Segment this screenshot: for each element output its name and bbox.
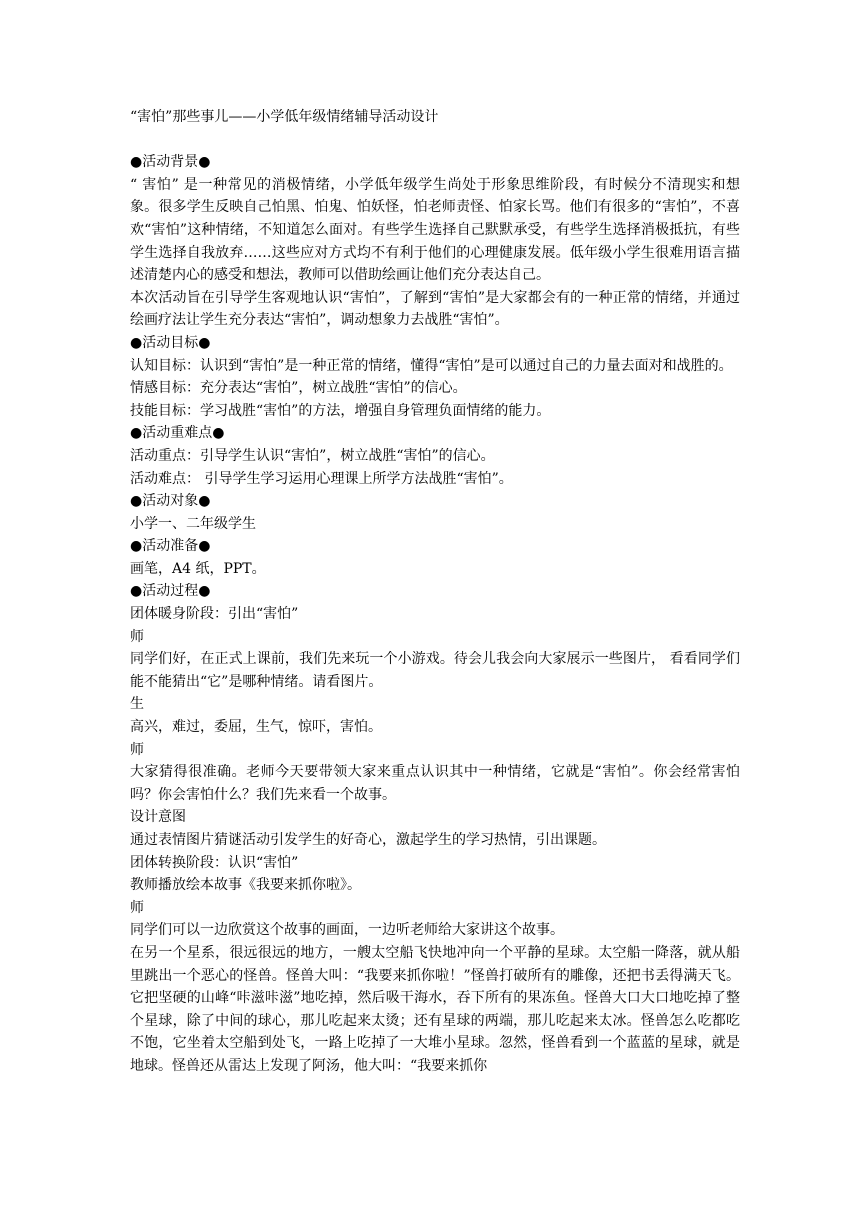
paragraph: 教师播放绘本故事《我要来抓你啦》。	[130, 877, 361, 894]
paragraph: 设计意图	[130, 809, 186, 826]
paragraph: 高兴，难过，委屈，生气，惊吓，害怕。	[130, 719, 382, 736]
paragraph: 师	[130, 741, 144, 758]
paragraph: 画笔，A4 纸，PPT。	[130, 560, 266, 577]
paragraph: 在另一个星系，很远很远的地方，一艘太空船飞快地冲向一个平静的星球。太空船一降落，就从船里跳出一个恶心的怪兽。怪兽大叫：“我要来抓你啦！”怪兽打破所有的雕像，还把书丢得满天飞。它把坚硬的山峰“咔滋咔滋”地吃掉，然后吸干海水，吞下所有的果冻鱼。怪兽大口大口地吃掉了整个星球，除了中间的球心，那儿吃起来太烫；还有星球的两端，那儿吃起来太冰。怪兽怎么吃都吃不饱，它坐着太空船到处飞，一路上吃掉了一大堆小星球。忽然，怪兽看到一个蓝蓝的星球，就是地球。怪兽还从雷达上发现了阿汤，他大叫：“我要来抓你	[130, 944, 740, 1074]
paragraph: 同学们可以一边欣赏这个故事的画面，一边听老师给大家讲这个故事。	[130, 922, 564, 939]
paragraph: 同学们好，在正式上课前，我们先来玩一个小游戏。待会儿我会向大家展示一些图片， 看看同学们能不能猜出“它”是哪种情绪。请看图片。	[130, 651, 740, 690]
paragraph: 团体暖身阶段：引出“害怕”	[130, 606, 299, 623]
paragraph: 活动难点： 引导学生学习运用心理课上所学方法战胜“害怕”。	[130, 470, 513, 487]
paragraph: 通过表情图片猜谜活动引发学生的好奇心，激起学生的学习热情，引出课题。	[130, 832, 606, 848]
paragraph: 小学一、二年级学生	[130, 515, 256, 532]
document-title: “害怕”那些事儿——小学低年级情绪辅导活动设计	[130, 109, 439, 125]
document-page	[130, 106, 740, 1078]
paragraph: 本次活动旨在引导学生客观地认识“害怕”，了解到“害怕”是大家都会有的一种正常的情绪，并通过绘画疗法让学生充分表达“害怕”，调动想象力去战胜“害怕”。	[130, 289, 740, 329]
paragraph: “ 害怕” 是一种常见的消极情绪，小学低年级学生尚处于形象思维阶段，有时候分不清现实和想象。很多学生反映自己怕黑、怕鬼、怕妖怪，怕老师责怪、怕家长骂。他们有很多的“害怕”，不喜欢“害怕”这种情绪，不知道怎么面对。有些学生选择自己默默承受，有些学生选择消极抵抗，有些学生选择自我放弃……这些应对方式均不有利于他们的心理健康发展。低年级小学生很难用语言描述清楚内心的感受和想法，教师可以借助绘画让他们充分表达自己。	[130, 176, 740, 284]
document-body	[130, 151, 740, 1077]
section-heading: ●活动过程●	[130, 583, 211, 600]
paragraph: 大家猜得很准确。老师今天要带领大家来重点认识其中一种情绪，它就是“害怕”。你会经常害怕吗？你会害怕什么？我们先来看一个故事。	[130, 764, 740, 803]
section-heading: ●活动准备●	[130, 538, 211, 555]
paragraph: 师	[130, 628, 144, 645]
paragraph: 师	[130, 899, 144, 916]
paragraph: 认知目标：认识到“害怕”是一种正常的情绪，懂得“害怕”是可以通过自己的力量去面对和战胜的。	[130, 357, 733, 374]
paragraph: 技能目标：学习战胜“害怕”的方法，增强自身管理负面情绪的能力。	[130, 402, 551, 419]
paragraph: 团体转换阶段：认识“害怕”	[130, 854, 299, 871]
section-heading: ●活动目标●	[130, 334, 211, 351]
section-heading: ●活动重难点●	[130, 425, 225, 442]
section-heading: ●活动背景●	[130, 154, 211, 171]
paragraph: 活动重点：引导学生认识“害怕”，树立战胜“害怕”的信心。	[130, 447, 495, 464]
paragraph: 情感目标：充分表达“害怕”，树立战胜“害怕”的信心。	[130, 380, 467, 397]
section-heading: ●活动对象●	[130, 493, 211, 510]
paragraph: 生	[130, 696, 144, 713]
